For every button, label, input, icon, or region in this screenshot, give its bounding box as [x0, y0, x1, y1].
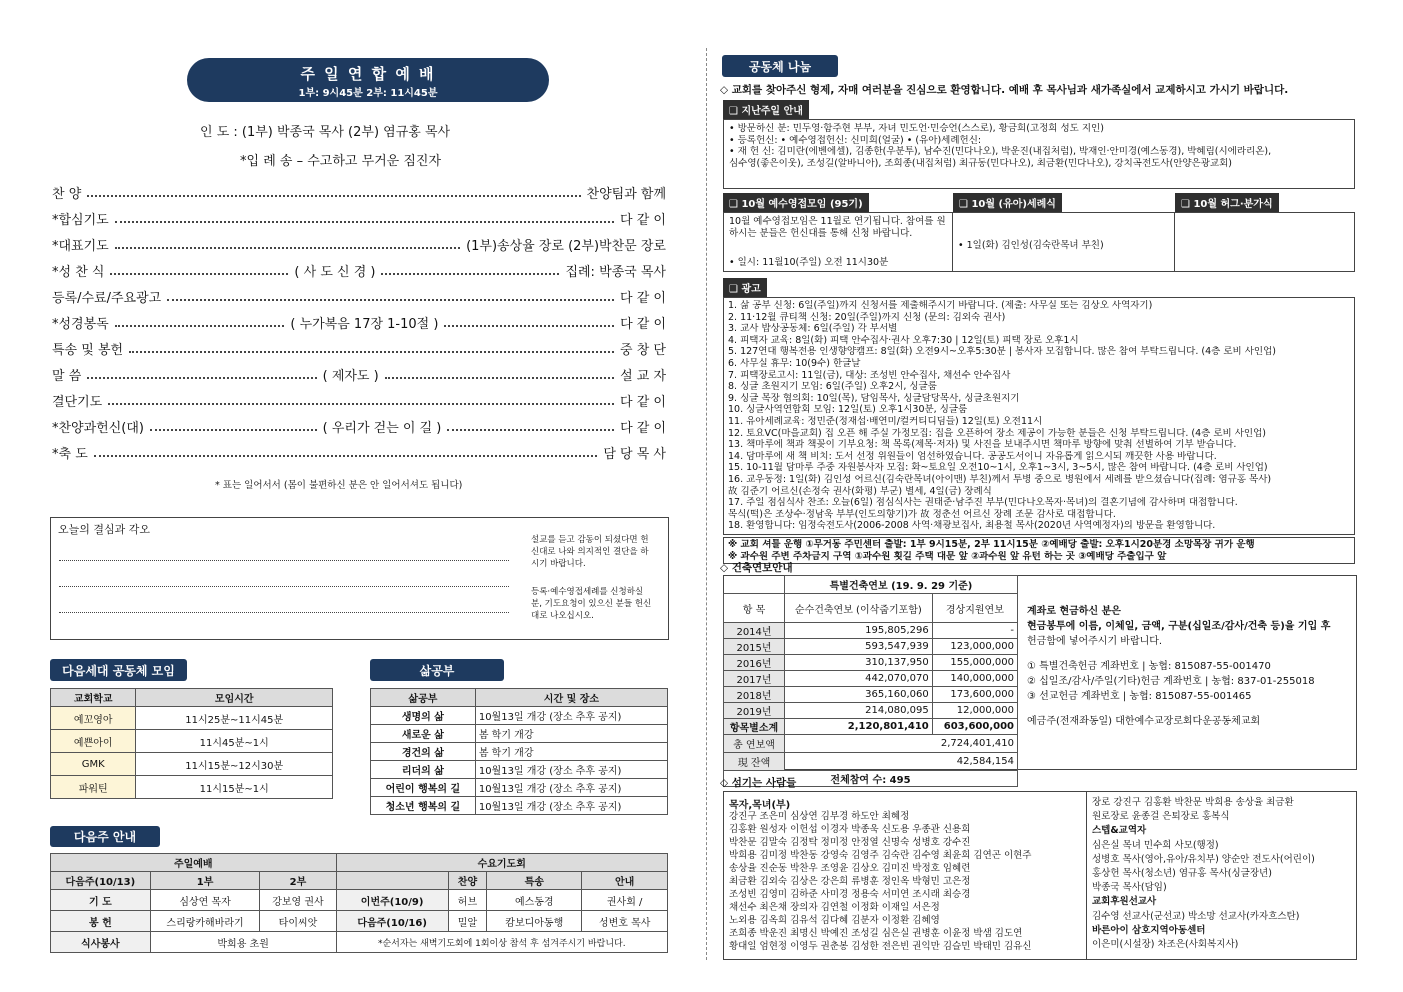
staff-line: 원로장로 윤종걸 은퇴장로 홍복식 — [1092, 811, 1230, 823]
table-cell: 593,547,939 — [785, 639, 933, 655]
account-line: 현금봉투에 이름, 이체일, 금액, 구분(십일조/감사/건축 등)을 기입 후 — [1027, 621, 1331, 632]
account-line: ② 십일조/감사/주일(기타)헌금 계좌번호 | 농협: 837-01-255018 — [1027, 676, 1315, 687]
order-dots — [444, 325, 614, 327]
order-row — [52, 358, 666, 384]
table-header-cell: 찬양 — [448, 872, 487, 890]
order-item-label: *축 도 — [52, 447, 88, 462]
table-header-cell: 삶공부 — [371, 689, 476, 707]
standing-note: * 표는 일어서서 (몸이 불편하신 분은 안 일어서셔도 됩니다) — [215, 480, 463, 491]
three-boxes — [723, 192, 1355, 274]
staff-line: 장로 강진구 김홍환 박찬문 박희용 송상율 최금환 — [1092, 797, 1294, 808]
table-cell: 스리랑카해바라기 — [150, 911, 260, 932]
shepherd-line: 박희용 김미정 박찬동 강영숙 김영주 김숙란 김수영 최윤희 김연곤 이현주 — [729, 850, 1032, 861]
notice-line: 3. 교사 밥상공동체: 6일(주일) 각 부서별 — [728, 323, 898, 335]
table-cell: 195,805,296 — [785, 623, 933, 639]
hug-title: ❑ 10월 허그·분가식 — [1175, 193, 1279, 212]
table-cell: 어린이 행복의 길 — [371, 779, 476, 797]
order-of-worship — [52, 176, 666, 462]
notice-line: 1. 삶 공부 신청: 6일(주일)까지 신청서를 제출해주시기 바랍니다. (제출: 사무실 또는 김상오 사역자기) — [728, 300, 1153, 311]
table-cell: 예스동경 — [487, 890, 582, 911]
staff-list — [1092, 796, 1354, 952]
account-line: ① 특별건축헌금 계좌번호 | 농협: 815087-55-001470 — [1027, 661, 1271, 672]
column-divider — [706, 48, 707, 960]
notice-title: ❑ 광고 — [723, 278, 767, 297]
table-cell: 2,724,401,410 — [785, 735, 1018, 753]
table-cell: 140,000,000 — [932, 671, 1017, 687]
table-cell: 박희용 초원 — [150, 932, 336, 953]
table-header-cell: 시간 및 장소 — [475, 689, 667, 707]
order-item-label: 특송 및 봉헌 — [52, 343, 124, 358]
table-row — [724, 703, 1018, 719]
table-cell: 123,000,000 — [932, 639, 1017, 655]
servants-box — [723, 791, 1357, 960]
order-item-label: 등록/수료/주요광고 — [52, 291, 162, 306]
table-row — [724, 623, 1018, 639]
notice-footer-line: ※ 교회 셔틀 운행 ①무거동 주민센터 출발: 1부 9시15분, 2부 11시15분 ②예배당 출발: 오후1시20분경 소망목장 귀가 운행 — [728, 539, 1255, 550]
table-cell: 항목별소계 — [724, 719, 785, 735]
lastweek-line: • 재 헌 신: 김미란(에벤에셀), 김종한(우분투), 남수진(민다나오), 박운진(내집처럼), 박재인·안미경(예스동경), 박혜림(시에라리온), — [729, 146, 1272, 158]
notice-line: 8. 싱글 초원지기 모임: 6일(주일) 오후2시, 싱글룸 — [728, 381, 937, 393]
table-cell: 경건의 삶 — [371, 743, 476, 761]
table-cell: 2,120,801,410 — [785, 719, 933, 735]
servants-title: ◇ 섬기는 사람들 — [720, 777, 797, 789]
hug-box — [1175, 192, 1355, 212]
table-row — [371, 797, 668, 815]
order-row — [52, 202, 666, 228]
shepherd-line: 조희종 박운진 최명신 박예진 조성길 심은실 권병훈 이윤정 박샘 김도연 — [729, 928, 1023, 939]
table-row — [724, 687, 1018, 703]
order-row — [52, 280, 666, 306]
table-row — [51, 932, 668, 953]
table-cell: 성변호 목사 — [582, 911, 668, 932]
jesus-meeting-date: • 일시: 11월10(주일) 오전 11시30분 — [729, 257, 889, 268]
order-dots — [150, 429, 317, 431]
order-item-label: 말 씀 — [52, 369, 82, 384]
staff-line: 스텝&교역자 — [1092, 825, 1147, 837]
notice-line: 5. 127연대 행복전용 인생향양캠프: 8일(화) 오전9시~오후5:30분 | 봉사자 모집합니다. 많은 참여 부탁드립니다. (4층 로비 사인업) — [728, 346, 1276, 358]
table-row — [724, 753, 1018, 771]
table-cell: - — [932, 623, 1017, 639]
table-cell: 11시15분~1시 — [136, 776, 333, 799]
shepherds-list — [729, 810, 1084, 953]
lastweek-box — [723, 119, 1355, 189]
notice-line: 16. 교우동정: 1일(화) 김인성 어르신(김숙란목녀(아이맨) 부친)께서 투병 중으로 병원에서 세례를 받으셨습니다(집례: 염규홍 목사) — [728, 473, 1272, 485]
jesus-meeting-title: ❑ 10월 예수영접모임 (95기) — [723, 193, 869, 212]
table-cell: 다음주(10/16) — [336, 911, 448, 932]
table-cell: 2019년 — [724, 703, 785, 719]
table-cell: 봄 학기 개강 — [475, 725, 667, 743]
shepherd-line: 강진구 조은미 심상연 김부경 하도안 최혜정 — [729, 811, 910, 822]
table-cell: 권사회 / — [582, 890, 668, 911]
table-cell: 11시15분~12시30분 — [136, 753, 333, 776]
order-dots — [447, 429, 614, 431]
order-item-leader: 다 같 이 — [620, 213, 666, 228]
table-cell: 11시25분~11시45분 — [136, 707, 333, 730]
table-cell: 11시45분~1시 — [136, 730, 333, 753]
notice-line: 6. 사무실 휴무: 10(9수) 한글날 — [728, 357, 861, 369]
order-item-leader: 중 창 단 — [620, 343, 666, 358]
lastweek-line: • 방문하신 분: 민두영·함주현 부부, 자녀 민도언·민승언(스스로), 황금희(고정희 성도 지인) — [729, 123, 1104, 134]
order-row — [52, 254, 666, 280]
service-title-banner — [187, 58, 549, 102]
lastweek-line: • 등록헌신: • 예수영접헌신: 신미희(얼굴) • (유아)세례헌신: — [729, 134, 982, 146]
shepherd-line: 채선수 최은채 장의자 김연철 이정화 이재일 서은정 — [729, 902, 940, 913]
table-cell: 봄 학기 개강 — [475, 743, 667, 761]
table-row — [724, 655, 1018, 671]
order-item-leader: 다 같 이 — [620, 421, 667, 436]
shepherd-line: 조성빈 김영미 김하준 사미경 정용숙 서미연 조시래 최승경 — [729, 889, 971, 900]
life-study-tab: 삶공부 — [370, 659, 504, 681]
table-row — [51, 890, 668, 911]
resolution-line — [59, 586, 509, 587]
notice-footer-line: ※ 과수원 주변 주차금지 구역 ①과수원 횟길 주택 대문 앞 ②과수원 앞 유턴 하는 곳 ③예배당 주출입구 앞 — [728, 550, 1167, 562]
table-cell: 밀알 — [448, 911, 487, 932]
notice-box — [723, 297, 1355, 535]
order-item-label: *대표기도 — [52, 239, 109, 254]
order-item-label: *찬양과헌신(대) — [52, 421, 144, 436]
order-row — [52, 228, 666, 254]
table-cell: 총 연보액 — [724, 735, 785, 753]
staff-line: 바른아이 삼호지역아동센터 — [1092, 924, 1206, 936]
notice-footer — [723, 537, 1355, 564]
table-header-cell: 2부 — [260, 872, 336, 890]
table-cell: 12,000,000 — [932, 703, 1017, 719]
table-cell: 2018년 — [724, 687, 785, 703]
table-header-cell: 안내 — [582, 872, 668, 890]
staff-line: 박종국 목사(담임) — [1092, 882, 1167, 894]
table-header-cell: 다음주(10/13) — [51, 872, 151, 890]
order-item-detail: ( 사 도 신 경 ) — [294, 265, 376, 280]
table-cell: 603,600,000 — [932, 719, 1017, 735]
order-item-detail: ( 우리가 걷는 이 길 ) — [322, 421, 442, 436]
order-item-leader: 집례: 박종국 목사 — [565, 265, 666, 280]
table-row — [371, 743, 668, 761]
order-item-label: 찬 양 — [52, 187, 82, 202]
baptism-text: • 1일(화) 김인성(김숙란목녀 부친) — [958, 240, 1104, 251]
table-cell: 10월13일 개강 (장소 추후 공지) — [475, 779, 667, 797]
decision-bullet: 설교를 듣고 감동이 되셨다면 헌신대로 나와 의지적인 결단을 하시기 바랍니다. — [531, 535, 649, 569]
order-row — [52, 436, 666, 462]
staff-line: 교회후원선교사 — [1092, 896, 1157, 908]
order-item-leader: 설 교 자 — [620, 369, 667, 384]
table-cell: 파워틴 — [51, 776, 136, 799]
table-cell: 캄보디아동행 — [487, 911, 582, 932]
shepherd-line: 최금환 김외숙 김상은 강은희 류병훈 정인옥 박형민 고은정 — [729, 876, 971, 887]
request-bullet: 등록·예수영접세례를 신청하실 분, 기도요청이 있으신 분들 헌신대로 나오십시오. — [531, 587, 652, 621]
order-item-detail: ( 누가복음 17장 1-10절 ) — [290, 317, 439, 332]
welcome-text: ◇ 교회를 찾아주신 형제, 자매 여러분을 진심으로 환영합니다. 예배 후 목사님과 새가족실에서 교제하시고 가시기 바랍니다. — [720, 84, 1289, 96]
three-boxes-frame — [723, 212, 1355, 272]
introit-line: *입 례 송 – 수고하고 무거운 짐진자 — [240, 154, 442, 169]
table-cell: 예쁜아이 — [51, 730, 136, 753]
order-dots — [385, 377, 614, 379]
resolution-line — [59, 612, 509, 613]
table-cell: 442,070,070 — [785, 671, 933, 687]
staff-line: 김수영 선교사(군선교) 박소망 선교사(카자흐스탄) — [1092, 910, 1300, 922]
table-header-cell: 항 목 — [724, 594, 785, 623]
order-row — [52, 176, 666, 202]
nextweek-table — [50, 853, 668, 953]
leader-line: 인 도 : (1부) 박종국 목사 (2부) 염규홍 목사 — [200, 125, 451, 140]
shepherd-line: 박찬문 김말숙 김정탁 정미정 안정열 신명숙 성병호 강수진 — [729, 837, 971, 848]
table-cell: 173,600,000 — [932, 687, 1017, 703]
table-cell: 새로운 삶 — [371, 725, 476, 743]
order-item-leader: 담 당 목 사 — [603, 447, 666, 462]
table-cell: 청소년 행복의 길 — [371, 797, 476, 815]
table-row — [51, 753, 333, 776]
lastweek-line: 심수영(좋은이웃), 조성길(알바니아), 조희종(내집처럼) 최규동(민다나오), 최금환(민다나오), 강치곡전도사(안양은광교회) — [729, 157, 1232, 169]
resolution-box — [50, 517, 669, 640]
table-header-cell: 특송 — [487, 872, 582, 890]
notice-line: 故 김준기 어르신(손정숙 권사(화평) 부군) 별세, 4일(금) 장례식 — [728, 485, 992, 497]
resolution-title: 오늘의 결심과 각오 — [58, 523, 151, 536]
staff-line: 이은미(시설장) 차조은(사회복지사) — [1092, 939, 1239, 951]
lastweek-title: ❑ 지난주일 안내 — [723, 100, 809, 119]
staff-line: 성병호 목사(영아,유아/유치부) 양순안 전도사(어린이) — [1092, 853, 1315, 865]
order-row — [52, 384, 666, 410]
notice-line: 10. 싱글사역연합회 모임: 12일(토) 오후1시30분, 싱글룸 — [728, 404, 968, 416]
table-cell: 42,584,154 — [785, 753, 1018, 771]
table-cell: 現 잔액 — [724, 753, 785, 771]
notice-line: 목식(떡)은 조상수·정남욱 부부(인도의향기)가 故 정춘선 어르신 장례 조문 감사로 대접합니다. — [728, 508, 1116, 520]
order-row — [52, 306, 666, 332]
shepherd-line: 송상율 진순동 박찬우 조영윤 김상오 김미진 박정호 임혜련 — [729, 863, 971, 874]
notice-line: 13. 책마루에 책과 책꽂이 기부요청: 책 목록(제목·저자) 및 사진을 보내주시면 책마루 방향에 맞춰 선별하여 기부 받습니다. — [728, 439, 1237, 451]
order-dots — [87, 195, 580, 197]
order-item-leader: 찬양팀과 함께 — [586, 187, 666, 202]
order-dots — [115, 325, 285, 327]
table-row — [371, 725, 668, 743]
table-cell: 10월13일 개강 (장소 추후 공지) — [475, 761, 667, 779]
notice-line: 9. 싱글 목장 협의회: 10일(목), 담임목사, 싱글담당목사, 싱글초원지기 — [728, 392, 1020, 404]
table-cell: 10월13일 개강 (장소 추후 공지) — [475, 797, 667, 815]
table-row — [51, 911, 668, 932]
order-item-leader: (1부)송상율 장로 (2부)박찬문 장로 — [466, 239, 666, 254]
service-title: 주 일 연 합 예 배 — [300, 65, 436, 83]
order-dots — [87, 377, 316, 379]
table-cell: 214,080,095 — [785, 703, 933, 719]
account-line: 헌금함에 넣어주시기 바랍니다. — [1027, 636, 1163, 647]
order-row — [52, 410, 666, 436]
notice-line: 7. 피택장로고시: 11일(금), 대상: 조성빈 안수집사, 채선수 안수집사 — [728, 369, 1011, 381]
notice-section — [723, 277, 1355, 564]
order-dots — [94, 455, 598, 457]
table-row — [724, 719, 1018, 735]
table-row — [371, 761, 668, 779]
table-cell: 10월13일 개강 (장소 추후 공지) — [475, 707, 667, 725]
shepherd-line: 황대일 엄현정 이영두 권춘봉 김성한 전은빈 권익만 김슬민 박태민 김유신 — [729, 941, 1032, 952]
table-cell: 심상연 목자 — [150, 890, 260, 911]
jesus-meeting — [723, 192, 953, 212]
order-dots — [115, 221, 614, 223]
table-row — [371, 779, 668, 797]
notice-line: 15. 10-11월 담마루 주중 자원봉사자 모집: 화~토요일 오전10~1시, 오후1~3시, 3~5시, 많은 참여 바랍니다. (4층 로비 사인업) — [728, 462, 1268, 474]
table-cell: 이번주(10/9) — [336, 890, 448, 911]
building-account-info — [1027, 604, 1352, 729]
building-title: ◇ 건축연보안내 — [720, 562, 793, 574]
table-header-cell: 교회학교 — [51, 689, 136, 707]
shepherd-line: 노외용 김옥희 김유석 김다혜 김분자 이정환 김혜영 — [729, 915, 940, 926]
baptism-box — [953, 192, 1175, 212]
shepherd-line: 김홍환 원성자 이헌섭 이경자 박종욱 신도용 우종관 신용희 — [729, 824, 971, 835]
order-item-label: 결단기도 — [52, 395, 103, 410]
order-item-leader: 다 같 이 — [620, 317, 667, 332]
table-header-cell: 1부 — [150, 872, 260, 890]
life-study-table — [370, 688, 668, 815]
order-dots — [115, 247, 460, 249]
table-header-cell: 순수건축연보 (이삭줍기포함) — [785, 594, 933, 623]
nextweek-tab: 다음주 안내 — [50, 826, 160, 847]
order-dots — [129, 351, 614, 353]
table-cell: 155,000,000 — [932, 655, 1017, 671]
table-cell: 365,160,060 — [785, 687, 933, 703]
order-item-label: *성 찬 식 — [52, 265, 105, 280]
sunday-header: 주일예배 — [51, 854, 337, 872]
share-tab: 공동체 나눔 — [722, 55, 838, 77]
order-dots — [108, 403, 614, 405]
table-cell: 310,137,950 — [785, 655, 933, 671]
nextgen-tab: 다음세대 공동체 모임 — [50, 659, 187, 681]
table-cell: 강보영 권사 — [260, 890, 336, 911]
staff-line: 홍상헌 목사(청소년) 염규홍 목사(싱글장년) — [1092, 868, 1272, 880]
resolution-line — [59, 560, 509, 561]
shepherds-header: 목자,목녀(부) — [729, 800, 791, 811]
table-cell: GMK — [51, 753, 136, 776]
table-cell: 예꼬영아 — [51, 707, 136, 730]
staff-line: 심은실 목녀 민수희 사모(행정) — [1092, 839, 1219, 851]
table-row — [51, 707, 333, 730]
table-cell: 타이씨앗 — [260, 911, 336, 932]
baptism-title: ❑ 10월 (유아)세례식 — [953, 193, 1062, 212]
table-cell: 기 도 — [51, 890, 151, 911]
table-cell: 허브 — [448, 890, 487, 911]
table-cell: 2015년 — [724, 639, 785, 655]
notice-line: 12. 토요VC(마을교회) 집 오픈 해 주실 가정모집: 집을 오픈하여 장소 제공이 가능한 분들은 신청 부탁드립니다. (4층 로비 사인업) — [728, 427, 1266, 439]
nextgen-table — [50, 688, 333, 799]
jesus-meeting-text: 10월 예수영접모임은 11월로 연기됩니다. 참여를 원하시는 분들은 헌신대를 통해 신청 바랍니다. — [729, 216, 946, 239]
order-item-detail: ( 제자도 ) — [322, 369, 379, 384]
table-row — [724, 671, 1018, 687]
service-times: 1부: 9시45분 2부: 11시45분 — [298, 88, 438, 99]
building-table — [723, 575, 1018, 787]
table-cell: 식사봉사 — [51, 932, 151, 953]
order-dots — [167, 299, 614, 301]
order-row — [52, 332, 666, 358]
notice-line: 18. 환영합니다: 임정숙전도사(2006-2008 사역·채광보집사, 최용철 목사(2020년 사역예정자)의 방문을 환영합니다. — [728, 520, 1216, 532]
table-cell: 2014년 — [724, 623, 785, 639]
notice-line: 4. 피택자 교육: 8일(화) 피택 안수집사·권사 오후7:30 | 12일(토) 피택 장로 오후1시 — [728, 334, 1079, 346]
account-line: 예금주(전재좌동일) 대한예수교장로회다운공동체교회 — [1027, 716, 1261, 727]
table-row — [371, 707, 668, 725]
table-cell: 2016년 — [724, 655, 785, 671]
order-item-leader: 다 같 이 — [620, 291, 666, 306]
wednesday-header: 수요기도회 — [336, 854, 667, 872]
lastweek-section — [723, 99, 1355, 189]
account-line: 계좌로 현금하신 분은 — [1027, 606, 1121, 617]
account-line: ③ 선교헌금 계좌번호 | 농협: 815087-55-001465 — [1027, 691, 1252, 702]
table-header-cell: 경상지원연보 — [932, 594, 1017, 623]
notice-line: 11. 유아세례교육: 정민준(정재섭·배연미/컬커티디딤들) 12일(토) 오전11시 — [728, 415, 1043, 427]
table-cell — [724, 576, 785, 594]
table-cell: 리더의 삶 — [371, 761, 476, 779]
table-row — [51, 730, 333, 753]
order-item-label: *합심기도 — [52, 213, 109, 228]
table-row — [724, 735, 1018, 753]
table-cell: 생명의 삶 — [371, 707, 476, 725]
building-subtitle: 특별건축연보 (19. 9. 29 기준) — [785, 576, 1018, 594]
order-item-leader: 다 같 이 — [620, 395, 666, 410]
order-dots — [381, 273, 559, 275]
table-header-cell — [336, 872, 448, 890]
notice-line: 2. 11·12월 큐티책 신청: 20일(주일)까지 신청 (문의: 김외숙 권사) — [728, 311, 1006, 323]
table-row — [51, 776, 333, 799]
table-row — [724, 639, 1018, 655]
table-cell: *순서자는 새벽기도회에 1회이상 참석 후 섬겨주시기 바랍니다. — [336, 932, 667, 953]
order-dots — [110, 273, 288, 275]
order-item-label: *성경봉독 — [52, 317, 109, 332]
table-header-cell: 모임시간 — [136, 689, 333, 707]
table-cell: 봉 헌 — [51, 911, 151, 932]
table-cell: 전체참여 수: 495 — [724, 771, 1018, 787]
notice-line: 17. 주일 점심식사 찬조: 오늘(6일) 점심식사는 권태준·남주진 부부(민다나오목자·목녀)의 결혼기념에 감사하며 대접합니다. — [728, 497, 1238, 509]
notice-line: 14. 담마루에 새 책 비치: 도서 선정 위원들이 엄선하였습니다. 공공도서이니 자유롭게 읽으시되 깨끗한 사용 바랍니다. — [728, 450, 1217, 462]
table-cell: 2017년 — [724, 671, 785, 687]
